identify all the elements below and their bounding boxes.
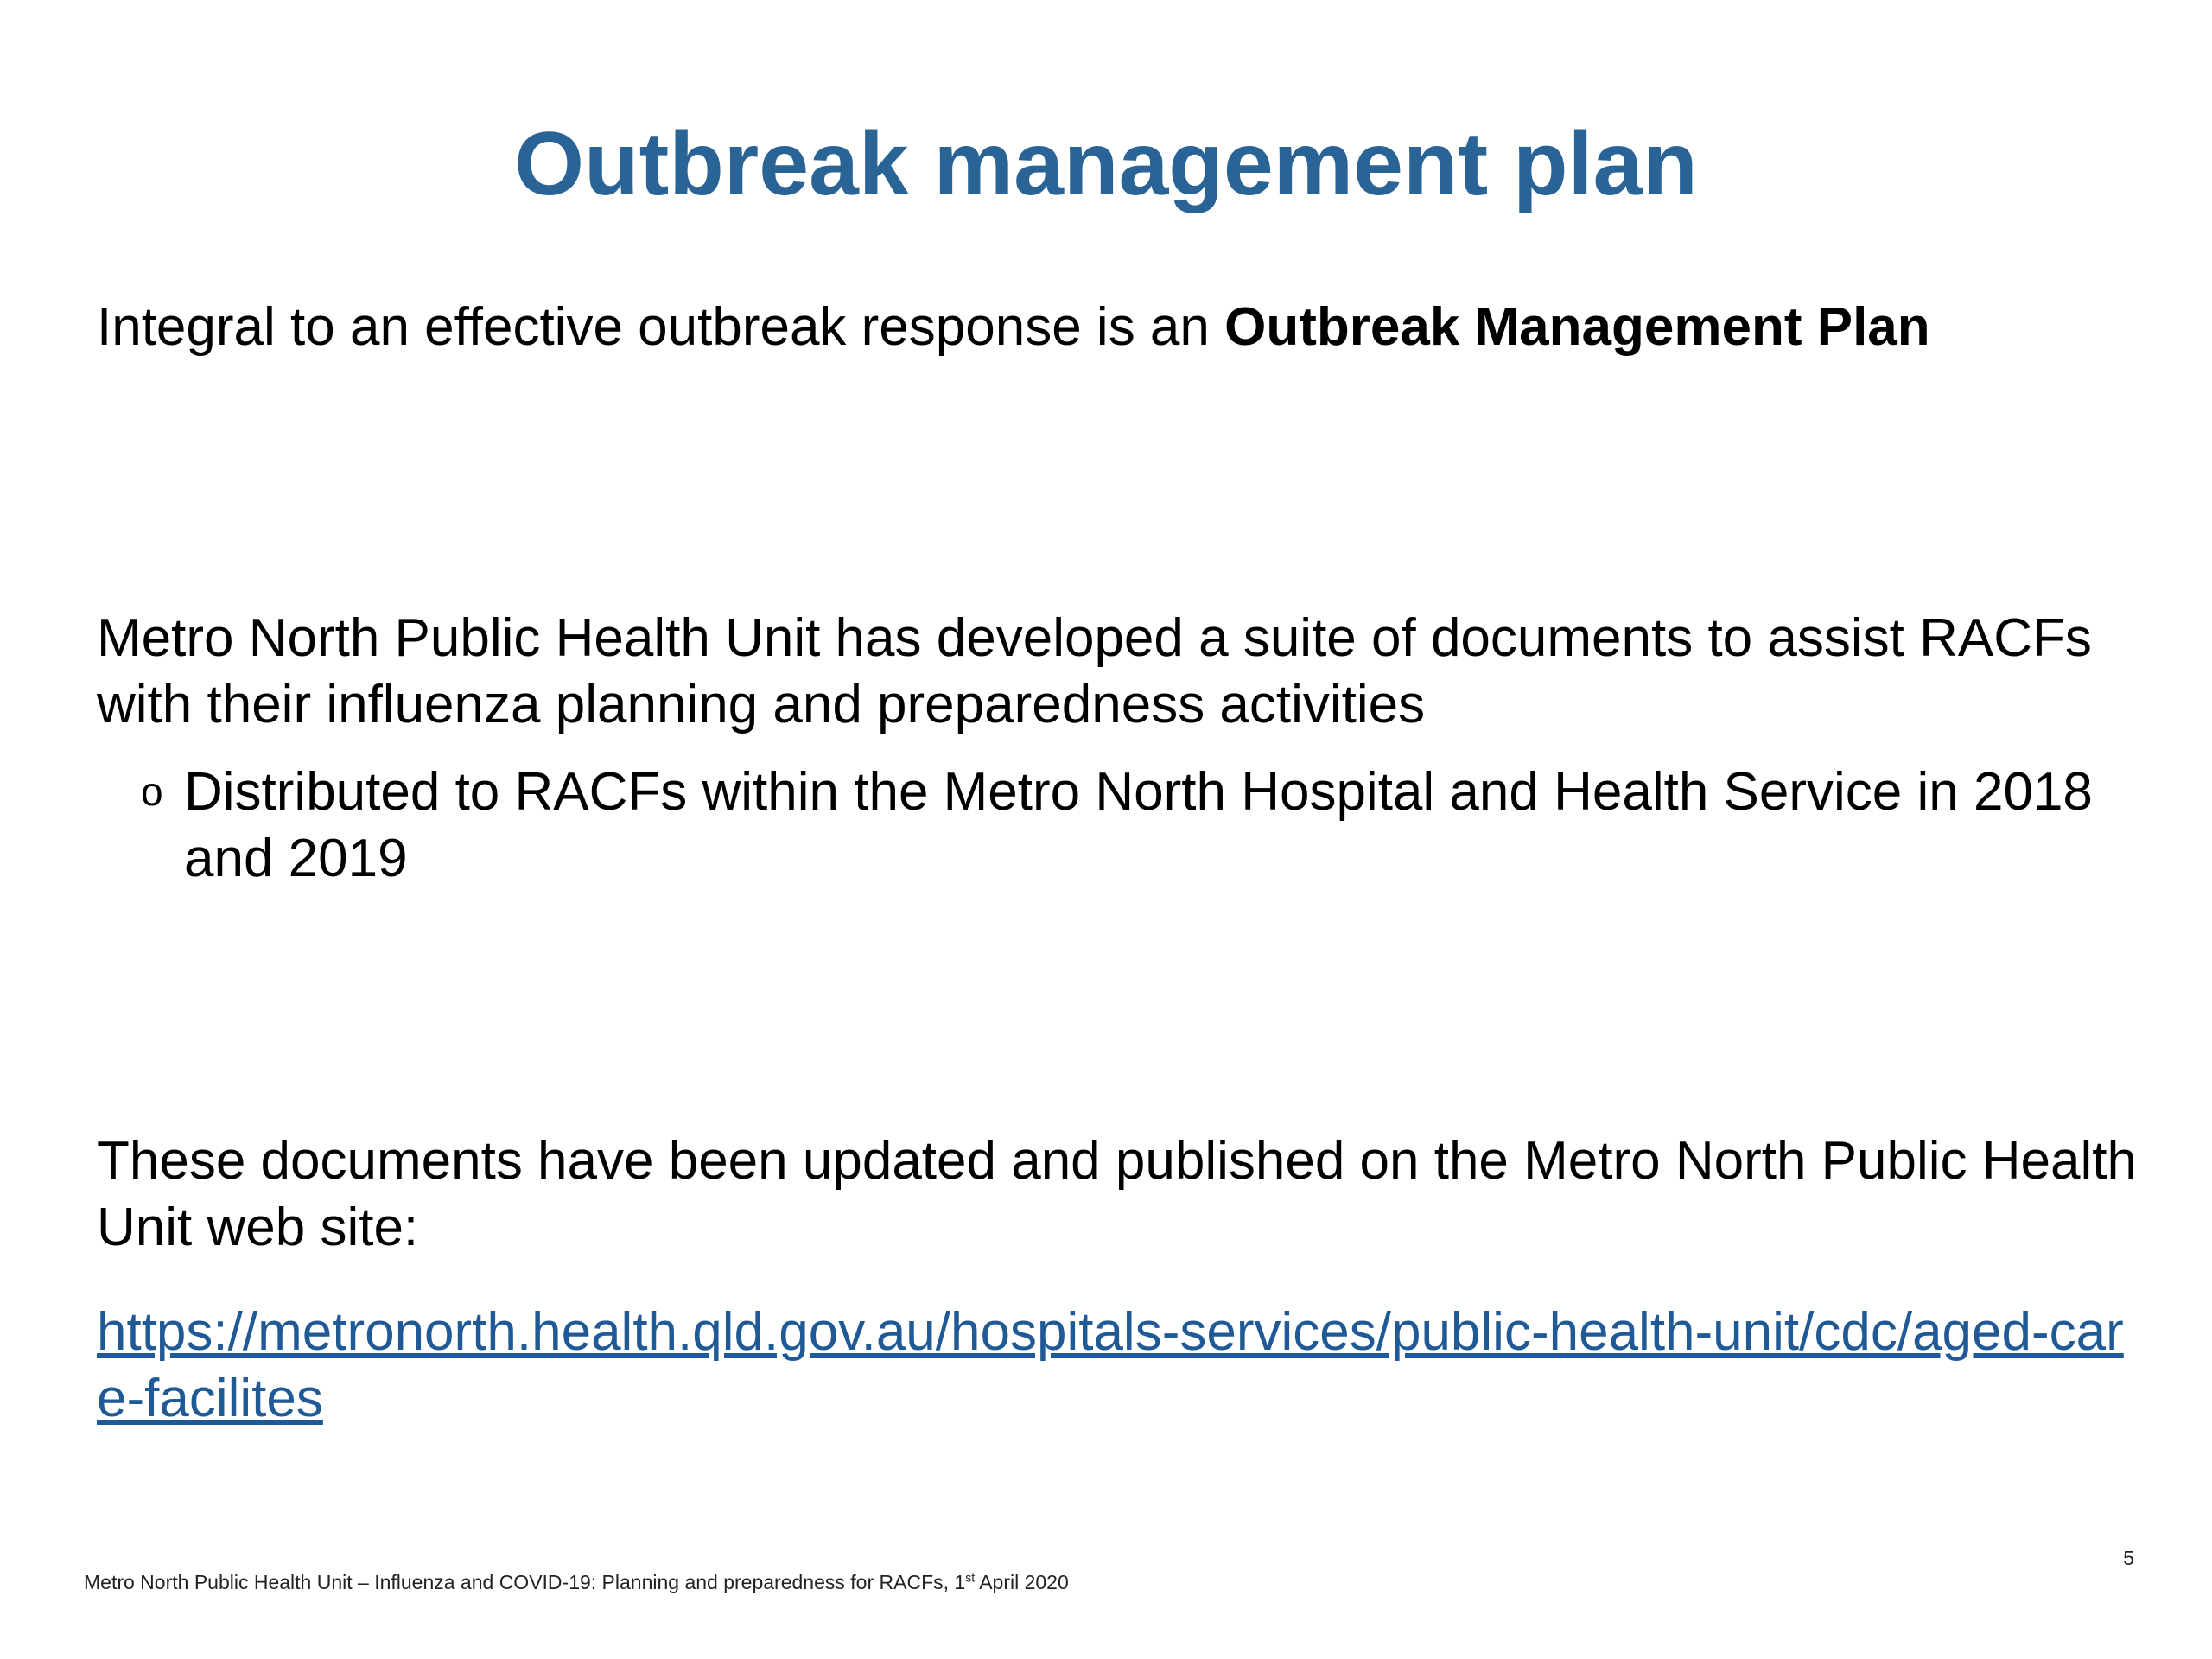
updated-paragraph: These documents have been updated and published on the Metro North Public Health Unit web site: (97, 1131, 2137, 1257)
footer-text-end: April 2020 (975, 1571, 1069, 1593)
sub-bullet-text: Distributed to RACFs within the Metro North Hospital and Health Service in 2018 and 2019 (184, 762, 2093, 888)
intro-text: Integral to an effective outbreak response is an (97, 297, 1225, 357)
intro-paragraph (97, 294, 2153, 360)
page-number: 5 (2123, 1547, 2134, 1569)
intro-bold-text: Outbreak Management Plan (1224, 297, 1930, 357)
slide-title: Outbreak management plan (514, 114, 1698, 214)
hollow-circle-bullet-icon: o (141, 769, 163, 814)
documents-paragraph: Metro North Public Health Unit has developed a suite of documents to assist RACFs with their influenza planning and preparedness activities (97, 608, 2092, 734)
footer-superscript: st (965, 1570, 976, 1585)
slide-footer (84, 1571, 1069, 1594)
website-link[interactable]: https://metronorth.health.qld.gov.au/hospitals-services/public-health-unit/cdc/aged-care-facilites (97, 1302, 2124, 1428)
footer-text: Metro North Public Health Unit – Influenza and COVID-19: Planning and preparedness for RACFs, 1 (84, 1571, 966, 1593)
sub-bullet-item (141, 759, 2094, 892)
